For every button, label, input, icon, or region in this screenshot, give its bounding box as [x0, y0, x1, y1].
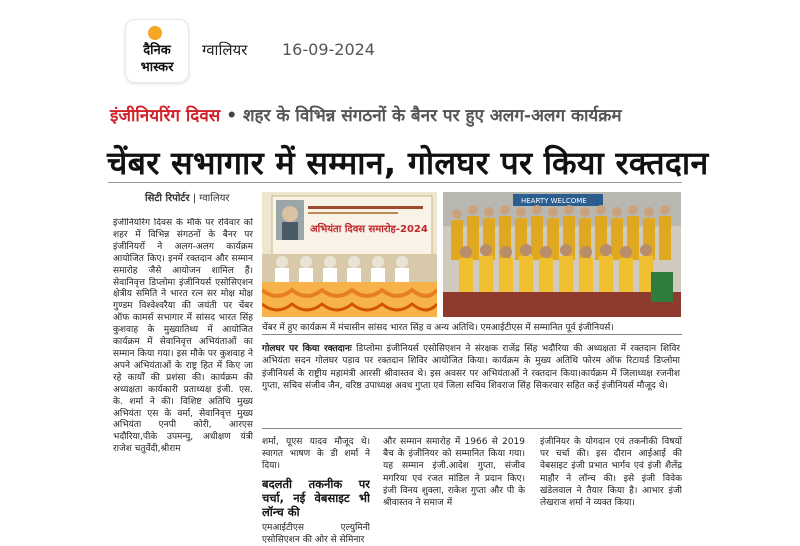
kicker-text: शहर के विभिन्न संगठनों के बैनर पर हुए अलग-अलग कार्यक्रम: [243, 106, 622, 126]
byline-separator: |: [192, 193, 197, 204]
stage-banner-text: अभियंता दिवस समारोह-2024: [310, 224, 428, 235]
photo-caption: [262, 320, 682, 333]
article-column-1: [113, 218, 253, 532]
photo-group-honoured: [443, 192, 681, 317]
welcome-banner-text: HEARTY WELCOME: [521, 197, 587, 205]
blood-donation-section: [262, 343, 680, 392]
logo-line2: भास्कर: [140, 60, 174, 75]
divider: [262, 334, 682, 335]
column-2-text: शर्मा, यूएस यादव मौजूद थे। स्वागत भाषण के डी शर्मा ने दिया।: [262, 437, 370, 472]
divider: [262, 428, 682, 429]
column-2-text-continued: एमआईटीएस एल्युमिनी एसोसिएशन की ओर से सेमिनार: [262, 522, 370, 545]
logo-line1: दैनिक: [143, 43, 171, 58]
section-text: डिप्लोमा इंजीनियर्स एसोसिएशन ने संरक्षक राजेंद्र सिंह भदौरिया की अध्यक्षता में रक्तदान शिविर अभियंता सदन गोलघर पड़ाव पर रक्तदान शिविर आयोजित किया। कार्यक्रम के मुख्य अतिथि फोरम ऑफ रिटायर्ड डिप्लोमा इंजीनियर्स के राष्ट्रीय महामंत्री आरसी श्रीवास्तव थे। इस अवसर पर अभियंताओं ने रक्तदान किया।कार्यक्रम में जिलाध्यक्ष रजनीश गुप्ता, सचिव संजीव जैन, वरिष्ठ उपाध्यक्ष अवध गुप्ता एवं जिला सचिव शिवराज सिंह सिकरवार सहित कई इंजीनियर्स मौजूद थे।: [262, 344, 681, 391]
caption-left: चेंबर में हुए कार्यक्रम में मंचासीन सांसद भारत सिंह व अन्य अतिथि।: [262, 323, 478, 333]
headline: चेंबर सभागार में सम्मान, गोलघर पर किया रक्तदान: [107, 144, 709, 182]
column-3-text: और सम्मान समारोह में 1966 से 2019 बैच के इंजीनियर को सम्मानित किया गया। यह सम्मान इंजी.आदेश गुप्ता, संजीव मगरिया एवं रजत मांडिल ने प्रदान किए। इंजी विनय शुक्ला, राकेश गुप्ता और पी के श्रीवास्तव ने समाज में: [383, 437, 525, 509]
subheading-technology: बदलती तकनीक पर चर्चा, नई वेबसाइट भी लॉन्च की: [262, 476, 370, 519]
kicker-bullet: •: [226, 106, 238, 126]
dainik-bhaskar-logo: [125, 19, 189, 83]
column-4-text: इंजीनियर के योगदान एवं तकनीकी विषयों पर चर्चा की। इस दौरान आईआई की वेबसाइट इंजी प्रभात भार्गव एवं इंजी शैलेंद्र माहौर ने लॉन्च की। इसे इंजी विवेक खंडेलवाल ने तैयार किया है। आभार इंजी लेखराज शर्मा ने व्यक्त किया।: [540, 437, 682, 509]
kicker: [110, 103, 622, 126]
edition-date: 16-09-2024: [282, 40, 375, 59]
byline: [145, 190, 230, 204]
section-lead: गोलघर पर किया रक्तदानः: [262, 344, 352, 354]
article-column-4: [540, 436, 682, 509]
article-column-3: [383, 436, 525, 509]
sun-icon: [148, 26, 162, 40]
caption-right: एमआईटीएस में सम्मानित पूर्व इंजीनियर्स।: [480, 323, 614, 333]
photo-stage-event: [262, 192, 437, 317]
byline-reporter: सिटी रिपोर्टर: [145, 193, 190, 204]
divider: [108, 182, 682, 183]
article-column-2: [262, 436, 370, 546]
edition-city: ग्वालियर: [202, 41, 248, 59]
column-1-text: इंजीनियरिंग दिवस के मौके पर रविवार को शहर में विभिन्न संगठनों के बैनर पर इंजीनियरों ने अलग-अलग कार्यक्रम आयोजित किए। इनमें रक्तदान और सम्मान समारोह जैसे आयोजन शामिल हैं। सेवानिवृत्त डिप्लोमा इंजीनियर्स एसोसिएशन क्षेत्रीय समिति ने भारत रत्न सर मोक्ष मोक्ष गुण्डम विश्वेश्वरैया की जयंती पर चेंबर ऑफ कामर्स सभागार में सांसद भारत सिंह कुशवाह के मुख्यातिथ्य में आयोजित कार्यक्रम में सेवानिवृत्त अभियंताओं का सम्मान किया गया। इस मौके पर कुशवाह ने अपने अभियंताओं के राष्ट्र हित में किए जा रहे कार्यों की प्रशंसा की। कार्यक्रम की अध्यक्षता कार्यकारी प्रताध्यक्ष इंजी. एस. के. शर्मा ने की। विशिष्ट अतिथि मुख्य अभियंता एस के वर्मा, सेवानिवृत्त मुख्य अभियंता एनपी कोरी, आरएस भदौरिया,पीके उपमन्यु, अधीक्षण यंत्री राजेश चतुर्वेदी,श्रीराम: [113, 218, 253, 455]
kicker-topic: इंजीनियरिंग दिवस: [110, 106, 221, 126]
byline-city: ग्वालियर: [199, 193, 230, 204]
